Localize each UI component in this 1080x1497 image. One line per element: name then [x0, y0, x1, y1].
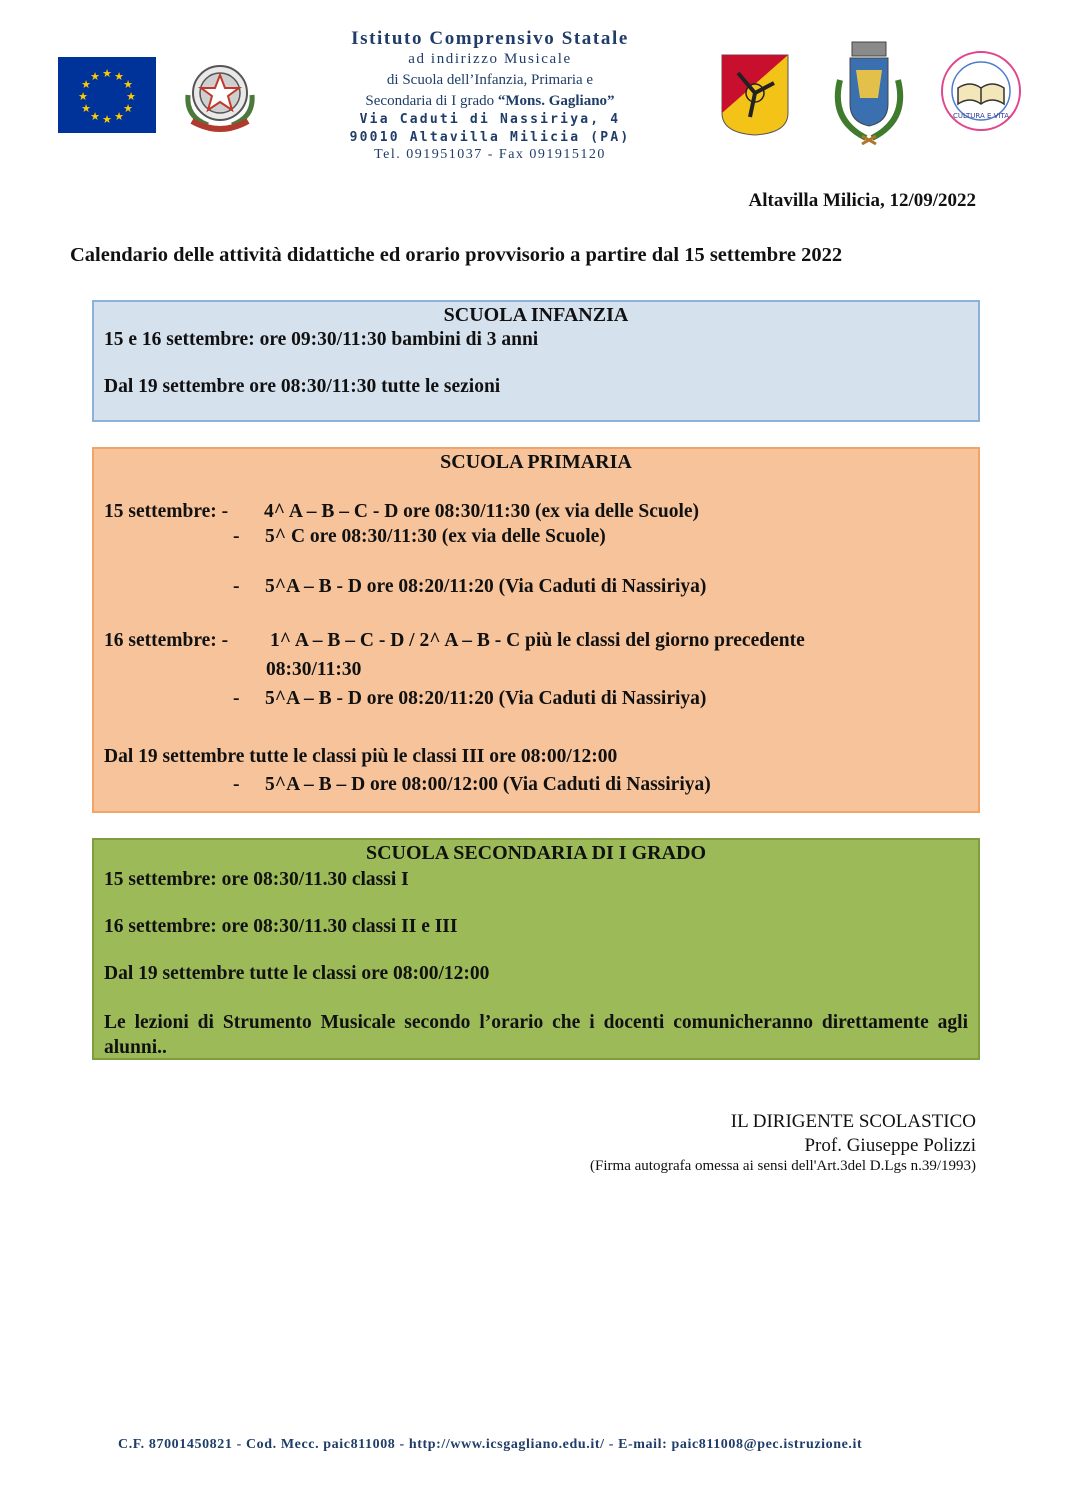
- primaria-day2-item1-time: 08:30/11:30: [266, 659, 362, 680]
- institute-subtitle: ad indirizzo Musicale: [408, 51, 572, 67]
- institute-line3: di Scuola dell’Infanzia, Primaria e: [386, 72, 594, 88]
- svg-text:★: ★: [81, 102, 91, 115]
- svg-text:★: ★: [81, 78, 91, 91]
- primaria-dash: -: [233, 576, 240, 597]
- svg-text:★: ★: [123, 102, 133, 115]
- svg-text:★: ★: [102, 67, 112, 80]
- svg-text:★: ★: [123, 78, 133, 91]
- primaria-from19-item: 5^A – B – D ore 08:00/12:00 (Via Caduti di Nassiriya): [265, 774, 711, 795]
- svg-text:★: ★: [126, 90, 136, 103]
- svg-text:★: ★: [90, 110, 100, 123]
- primaria-day1-item3: 5^A – B - D ore 08:20/11:20 (Via Caduti di Nassiriya): [265, 576, 707, 597]
- svg-text:★: ★: [90, 70, 100, 83]
- page-title: Calendario delle attività didattiche ed orario provvisorio a partire dal 15 settembre 2022: [70, 244, 843, 266]
- primaria-heading: SCUOLA PRIMARIA: [440, 451, 632, 473]
- infanzia-section: [92, 300, 980, 422]
- secondaria-section: [92, 838, 980, 1060]
- primaria-dash: -: [233, 526, 240, 547]
- primaria-day2-label: 16 settembre: -: [104, 630, 229, 651]
- infanzia-heading: SCUOLA INFANZIA: [443, 304, 629, 326]
- primaria-day1-label: 15 settembre: -: [104, 501, 229, 522]
- institute-name: Istituto Comprensivo Statale: [351, 28, 629, 49]
- signature-role: IL DIRIGENTE SCOLASTICO: [730, 1111, 976, 1132]
- italian-republic-emblem: [178, 55, 262, 135]
- svg-text:★: ★: [78, 90, 88, 103]
- secondaria-line1: 15 settembre: ore 08:30/11.30 classi I: [104, 869, 409, 890]
- signature-note: (Firma autografa omessa ai sensi dell'Art.3del D.Lgs n.39/1993): [590, 1158, 976, 1174]
- town-crest-logo: [826, 40, 912, 150]
- primaria-dash: -: [233, 774, 240, 795]
- institute-line4-bold: “Mons. Gagliano”: [497, 93, 615, 109]
- signature-name: Prof. Giuseppe Polizzi: [804, 1135, 976, 1156]
- institute-city: 90010 Altavilla Milicia (PA): [349, 130, 631, 145]
- footer-info: C.F. 87001450821 - Cod. Mecc. paic811008 - http://www.icsgagliano.edu.it/ - E-mail: paic811008@pec.istruzione.it: [118, 1437, 863, 1452]
- secondaria-line2: 16 settembre: ore 08:30/11.30 classi II e III: [104, 916, 458, 937]
- infanzia-line1: 15 e 16 settembre: ore 09:30/11:30 bambini di 3 anni: [104, 329, 539, 350]
- secondaria-line3: Dal 19 settembre tutte le classi ore 08:00/12:00: [104, 963, 490, 984]
- institute-line4-prefix: Secondaria di I grado: [365, 93, 498, 109]
- svg-text:★: ★: [114, 70, 124, 83]
- eu-flag-logo: [58, 57, 156, 133]
- school-logo-text: CULTURA E VITA: [953, 112, 1009, 120]
- primaria-dash: -: [233, 688, 240, 709]
- school-logo: [940, 50, 1022, 132]
- secondaria-heading: SCUOLA SECONDARIA DI I GRADO: [365, 842, 707, 864]
- primaria-from19: Dal 19 settembre tutte le classi più le classi III ore 08:00/12:00: [104, 746, 618, 767]
- primaria-day1-item1: 4^ A – B – C - D ore 08:30/11:30 (ex via delle Scuole): [264, 501, 700, 522]
- svg-text:★: ★: [102, 113, 112, 126]
- secondaria-line4: Le lezioni di Strumento Musicale secondo l’orario che i docenti comunicheranno direttamente agli alunni..: [104, 1012, 968, 1058]
- primaria-day2-item2: 5^A – B - D ore 08:20/11:20 (Via Caduti di Nassiriya): [265, 688, 707, 709]
- institute-address: Via Caduti di Nassiriya, 4: [359, 112, 621, 127]
- primaria-day1-item2: 5^ C ore 08:30/11:30 (ex via delle Scuole): [265, 526, 606, 547]
- primaria-day2-item1: 1^ A – B – C - D / 2^ A – B - C più le classi del giorno precedente: [270, 630, 805, 651]
- institute-line4: [300, 93, 680, 110]
- primaria-section: [92, 447, 980, 813]
- infanzia-line2: Dal 19 settembre ore 08:30/11:30 tutte le sezioni: [104, 376, 501, 397]
- svg-text:★: ★: [114, 110, 124, 123]
- sicily-region-logo: [720, 53, 790, 137]
- date-line: Altavilla Milicia, 12/09/2022: [748, 190, 976, 211]
- institute-phone: Tel. 091951037 - Fax 091915120: [374, 147, 606, 162]
